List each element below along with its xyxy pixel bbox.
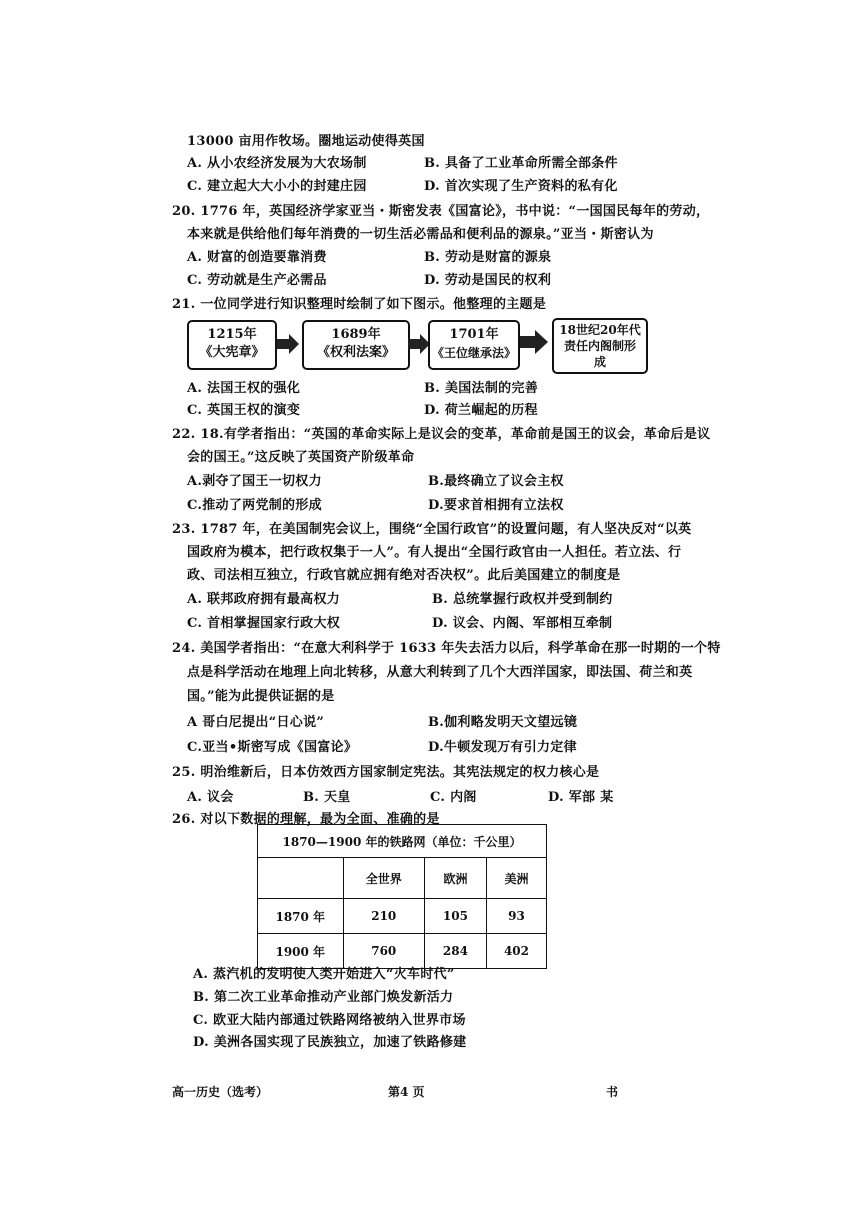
q24-option-a: A 哥白尼提出“日心说” [187,715,325,730]
railway-table [257,824,547,969]
q25-option-d: D. 军部 某 [548,790,614,805]
q23-option-a: A. 联邦政府拥有最高权力 [187,592,341,607]
q25-option-c: C. 内阁 [430,790,477,805]
q21-option-b: B. 美国法制的完善 [424,381,539,396]
q21-option-a: A. 法国王权的强化 [187,381,301,396]
flow-arrow-icon [520,330,548,354]
table-header-cell: 欧洲 [424,858,486,899]
flow-year-1689: 1689年 [331,327,381,342]
flow-year-1701: 1701年 [449,327,499,342]
table-cell: 1870 年 [258,899,344,934]
q23-option-c: C. 首相掌握国家行政大权 [187,616,341,631]
q23-option-b: B. 总统掌握行政权并受到制约 [432,592,613,607]
q19-option-c: C. 建立起大大小小的封建庄园 [187,179,367,194]
q22-option-c: C.推动了两党制的形成 [187,498,322,513]
table-header-cell: 美洲 [486,858,546,899]
table-cell: 1900 年 [258,934,344,969]
flow-box-1689 [302,320,410,370]
footer-mark: 书 [606,1085,619,1099]
q24-line-3: 国。”能为此提供证据的是 [187,689,335,704]
flow-arrow-icon [408,334,430,354]
q22-option-d: D.要求首相拥有立法权 [428,498,564,513]
table-cell: 402 [486,934,546,969]
table-cell: 93 [486,899,546,934]
q23-line-1: 23. 1787 年，在美国制宪会议上，围绕“全国行政官”的设置问题，有人坚决反对“以英 [172,522,692,537]
q26-option-a: A. 蒸汽机的发明使人类开始进入“火车时代” [193,967,455,982]
table-caption: 1870—1900 年的铁路网（单位：千公里） [258,825,547,858]
q25-line-1: 25. 明治维新后，日本仿效西方国家制定宪法。其宪法规定的权力核心是 [172,765,600,780]
table-caption-row [258,825,547,858]
flow-box-1215 [187,320,277,370]
q24-line-1: 24. 美国学者指出：“在意大利科学于 1633 年失去活力以后，科学革命在那一时期的一个特 [172,641,721,656]
flow-name-magna-carta: 《大宪章》 [199,345,265,360]
table-row [258,899,547,934]
q20-option-a: A. 财富的创造要靠消费 [187,250,327,265]
q25-option-a: A. 议会 [187,790,234,805]
q26-option-d: D. 美洲各国实现了民族独立，加速了铁路修建 [193,1035,467,1050]
flow-name-bill-of-rights: 《权利法案》 [316,345,395,360]
flow-box-1701 [428,320,520,370]
q22-line-2: 会的国王。”这反映了英国资产阶级革命 [187,450,415,465]
q19-tail-text: 13000 亩用作牧场。圈地运动使得英国 [187,134,425,149]
q25-option-b: B. 天皇 [303,790,351,805]
q20-line-2: 本来就是供给他们每年消费的一切生活必需品和便利品的源泉。”亚当・斯密认为 [187,227,654,242]
table-cell: 210 [343,899,424,934]
table-header-row [258,858,547,899]
q23-option-d: D. 议会、内阁、军部相互牵制 [432,616,613,631]
flow-box-18th-century [552,318,648,374]
flow-year-18th-century: 18世纪20年代 [559,323,641,337]
q23-line-3: 政、司法相互独立，行政官就应拥有绝对否决权”。此后美国建立的制度是 [187,568,621,583]
q22-line-1: 22. 18.有学者指出：“英国的革命实际上是议会的变革，革命前是国王的议会，革命后是议 [172,427,711,442]
footer-page-number: 第4 页 [388,1085,425,1099]
footer-subject: 高一历史（选考） [172,1085,269,1099]
q21-option-c: C. 英国王权的演变 [187,403,301,418]
q23-line-2: 国政府为模本，把行政权集于一人”。有人提出“全国行政官由一人担任。若立法、行 [187,545,682,560]
flow-arrow-icon [277,334,299,354]
q20-option-c: C. 劳动就是生产必需品 [187,273,327,288]
q21-option-d: D. 荷兰崛起的历程 [424,403,538,418]
q24-option-b: B.伽利略发明天文望远镜 [428,715,578,730]
q24-line-2: 点是科学活动在地理上向北转移，从意大利转到了几个大西洋国家，即法国、荷兰和英 [187,665,693,680]
q21-line-1: 21. 一位同学进行知识整理时绘制了如下图示。他整理的主题是 [172,297,547,312]
q22-option-a: A.剥夺了国王一切权力 [187,474,322,489]
q19-option-b: B. 具备了工业革命所需全部条件 [424,156,618,171]
flow-name-act-of-settlement: 《王位继承法》 [431,346,516,360]
q20-option-b: B. 劳动是财富的源泉 [424,250,552,265]
table-cell: 284 [424,934,486,969]
flow-year-1215: 1215年 [207,327,257,342]
q26-option-b: B. 第二次工业革命推动产业部门焕发新活力 [193,990,454,1005]
q19-option-d: D. 首次实现了生产资料的私有化 [424,179,618,194]
table-cell: 760 [343,934,424,969]
q19-option-a: A. 从小农经济发展为大农场制 [187,156,367,171]
q24-option-c: C.亚当•斯密写成《国富论》 [187,740,358,755]
q26-line-1: 26. 对以下数据的理解，最为全面、准确的是 [172,812,440,827]
q22-option-b: B.最终确立了议会主权 [428,474,564,489]
q26-option-c: C. 欧亚大陆内部通过铁路网络被纳入世界市场 [193,1013,466,1028]
q20-option-d: D. 劳动是国民的权利 [424,273,552,288]
flow-name-cabinet: 责任内阁制形成 [563,339,636,369]
table-header-cell [258,858,344,899]
q24-option-d: D.牛顿发现万有引力定律 [428,740,577,755]
q20-line-1: 20. 1776 年，英国经济学家亚当・斯密发表《国富论》，书中说：“一国国民每年的劳动， [172,204,710,219]
table-header-cell: 全世界 [343,858,424,899]
table-cell: 105 [424,899,486,934]
